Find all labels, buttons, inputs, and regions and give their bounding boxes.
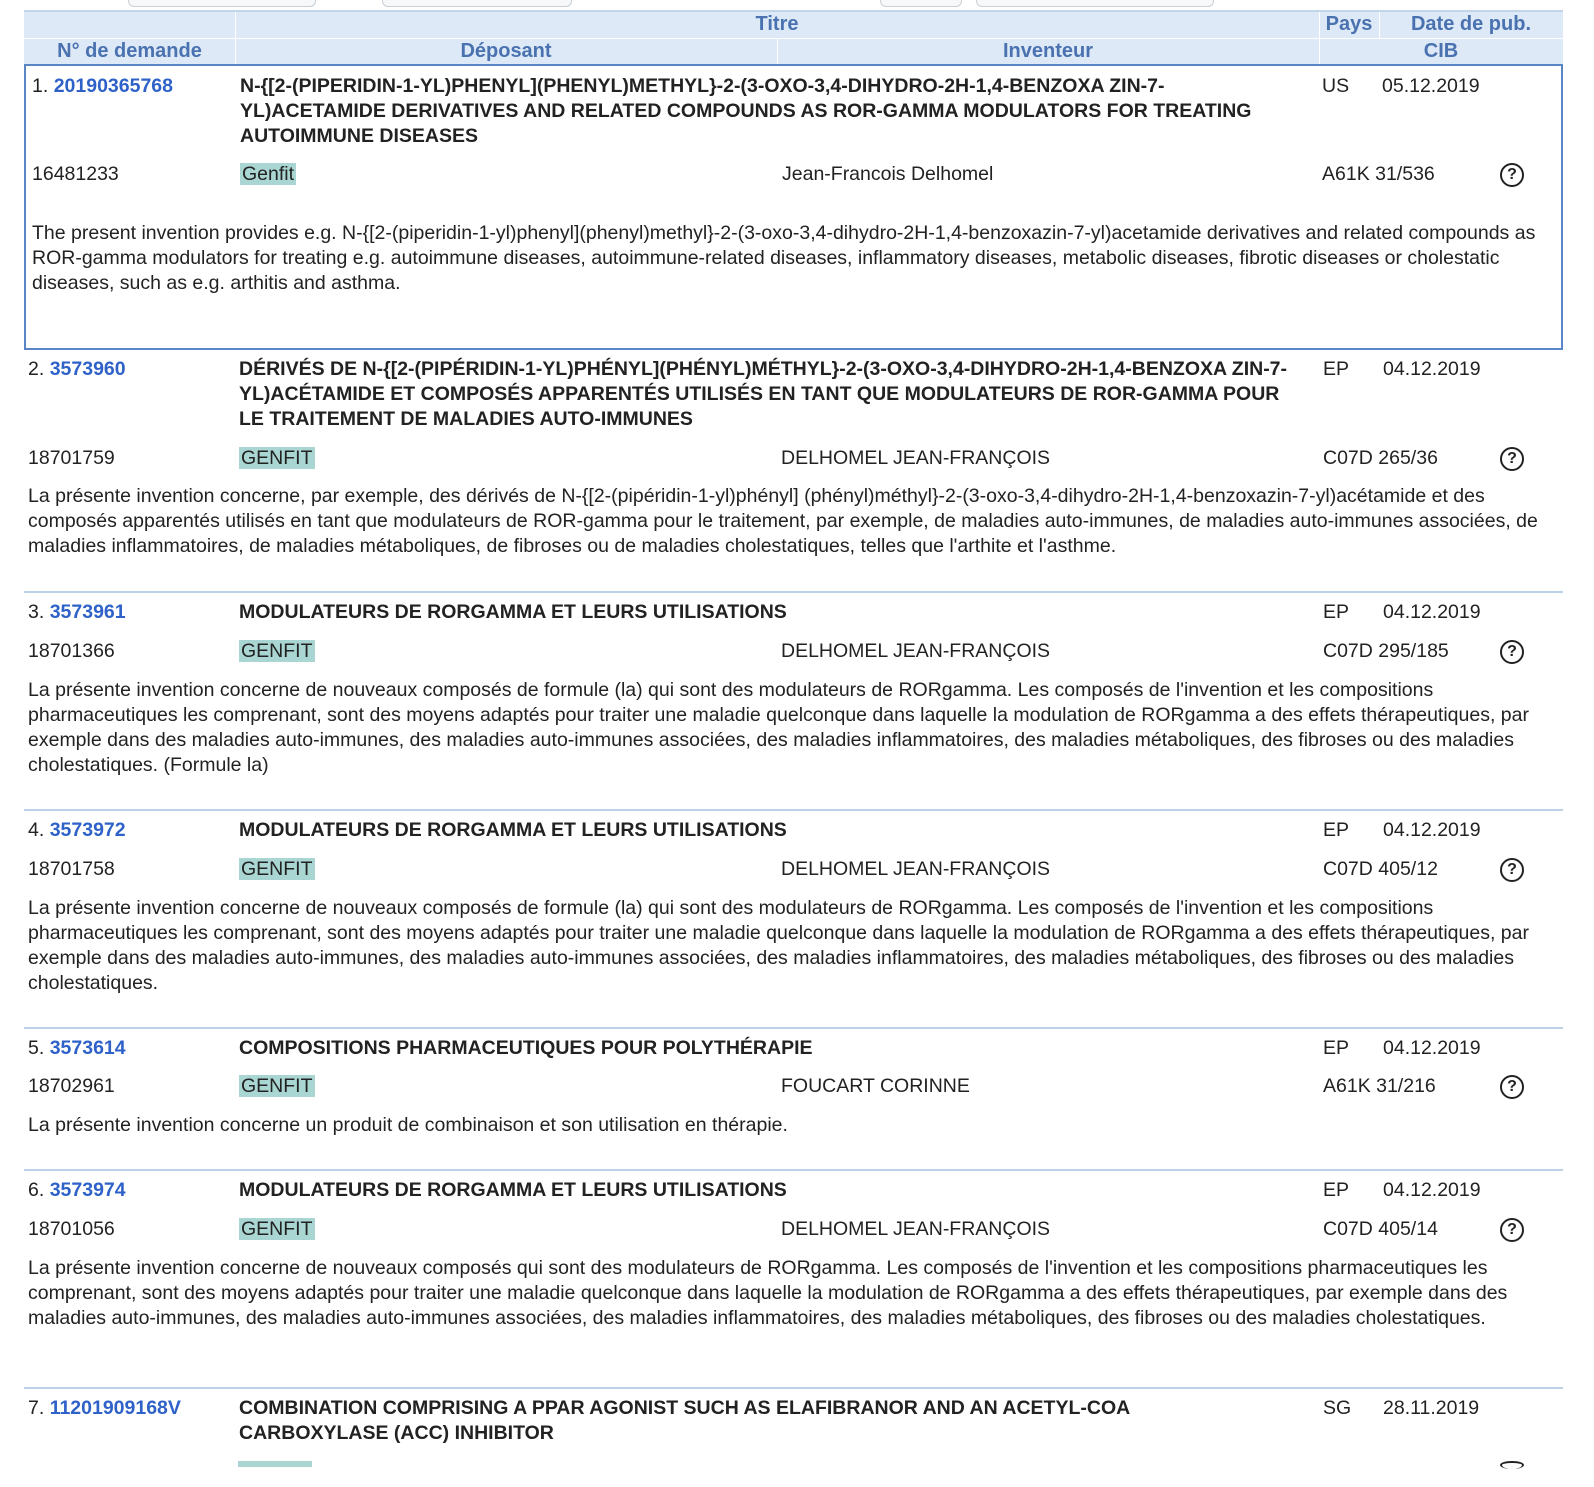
header-cib[interactable]: CIB [1423,40,1459,62]
publication-date: 04.12.2019 [1383,601,1481,623]
result-row[interactable] [24,1387,1563,1487]
result-index: 7. [28,1397,45,1419]
result-index: 1. [32,75,49,97]
inventor: DELHOMEL JEAN-FRANÇOIS [781,640,1051,662]
publication-number-link[interactable]: 3573961 [49,601,126,623]
result-abstract: La présente invention concerne de nouveaux composés de formule (la) qui sont des modulateurs de RORgamma. Les composés de l'invention et les compositions pharmaceutiques les comprenant, sont des moyens adaptés pour traiter une maladie quelconque dans laquelle la modulation de RORgamma a des effets thérapeutiques, par exemple dans des maladies auto-immunes, des maladies auto-immunes associées, des maladies inflammatoires, des maladies métaboliques, des fibroses ou des maladies cholestatiques. [28,897,1529,994]
applicant-highlight [238,1461,312,1467]
applicant: GENFIT [241,447,313,469]
result-title: N-{[2-(PIPERIDIN-1-YL)PHENYL](PHENYL)METHYL}-2-(3-OXO-3,4-DIHYDRO-2H-1,4-BENZOXA ZIN-7-YL)ACETAMIDE DERIVATIVES AND RELATED COMPOUNDS AS ROR-GAMMA MODULATORS FOR TREATING AUTOIMMUNE DISEASES [240,75,1252,147]
inventor: Jean-Francois Delhomel [782,163,994,185]
applicant: GENFIT [241,1218,313,1240]
header-date[interactable]: Date de pub. [1410,13,1531,35]
result-row[interactable] [24,1169,1563,1387]
publication-number-link[interactable]: 3573960 [49,358,126,380]
result-row[interactable] [24,809,1563,1027]
result-row[interactable] [24,591,1563,809]
application-number: 18701366 [28,640,115,662]
country-code: EP [1323,1179,1350,1201]
result-index: 3. [28,601,45,623]
publication-number-link[interactable]: 3573614 [49,1037,126,1059]
applicant: GENFIT [241,1075,313,1097]
result-row[interactable] [24,350,1563,591]
result-index: 4. [28,819,45,841]
publication-date: 04.12.2019 [1383,1037,1481,1059]
result-index: 6. [28,1179,45,1201]
result-index: 2. [28,358,45,380]
country-code: US [1322,75,1350,97]
header-num-demande[interactable]: N° de demande [57,40,202,62]
publication-number-link[interactable]: 3573972 [49,819,126,841]
applicant: Genfit [242,163,295,185]
header-inventeur[interactable]: Inventeur [1002,40,1094,62]
inventor: FOUCART CORINNE [781,1075,970,1097]
top-filter-control-1[interactable] [128,0,316,7]
result-title: MODULATEURS DE RORGAMMA ET LEURS UTILISATIONS [239,819,787,841]
publication-date: 28.11.2019 [1383,1397,1480,1419]
help-circle-icon[interactable]: ? [1500,163,1524,187]
applicant: GENFIT [241,640,313,662]
country-code: EP [1323,1037,1350,1059]
inventor: DELHOMEL JEAN-FRANÇOIS [781,1218,1051,1240]
country-code: EP [1323,819,1350,841]
top-filter-control-2[interactable] [382,0,572,7]
result-row[interactable] [24,64,1563,350]
header-deposant[interactable]: Déposant [460,40,552,62]
result-title: MODULATEURS DE RORGAMMA ET LEURS UTILISATIONS [239,601,787,623]
result-title: DÉRIVÉS DE N-{[2-(PIPÉRIDIN-1-YL)PHÉNYL](PHÉNYL)MÉTHYL}-2-(3-OXO-3,4-DIHYDRO-2H-1,4-BENZOXA ZIN-7-YL)ACÉTAMIDE ET COMPOSÉS APPARENTÉS UTILISÉS EN TANT QUE MODULATEURS DE ROR-GAMMA POUR LE TRAITEMENT DE MALADIES AUTO-IMMUNES [239,358,1288,430]
results-table-header [24,10,1563,64]
result-abstract: The present invention provides e.g. N-{[2-(piperidin-1-yl)phenyl](phenyl)methyl}-2-(3-oxo-3,4-dihydro-2H-1,4-benzoxazin-7-yl)acetamide derivatives and related compounds as ROR-gamma modulators for treating e.g. autoimmune diseases, autoimmune-related diseases, inflammatory diseases, metabolic diseases, fibrotic diseases or cholestatic diseases, such as e.g. arthitis and asthma. [32,222,1536,294]
help-circle-icon[interactable] [1500,1461,1524,1469]
inventor: DELHOMEL JEAN-FRANÇOIS [781,858,1051,880]
applicant: GENFIT [241,858,313,880]
result-abstract: La présente invention concerne un produit de combinaison et son utilisation en thérapie. [28,1114,788,1136]
result-title: COMBINATION COMPRISING A PPAR AGONIST SUCH AS ELAFIBRANOR AND AN ACETYL-COA CARBOXYLASE (ACC) INHIBITOR [239,1397,1130,1444]
ipc-code: A61K 31/216 [1323,1075,1436,1097]
result-abstract: La présente invention concerne de nouveaux composés qui sont des modulateurs de RORgamma. Les composés de l'invention et les compositions pharmaceutiques les comprenant, sont des moyens adaptés pour traiter une maladie quelconque dans laquelle la modulation de RORgamma a des effets thérapeutiques, par exemple dans des maladies auto-immunes, des maladies auto-immunes associées, des maladies inflammatoires, des maladies métaboliques, des fibroses ou des maladies cholestatiques. [28,1257,1508,1329]
publication-number-link[interactable]: 3573974 [49,1179,126,1201]
top-filter-control-4[interactable] [976,0,1214,7]
ipc-code: C07D 405/12 [1323,858,1438,880]
result-index: 5. [28,1037,45,1059]
help-circle-icon[interactable]: ? [1500,1075,1524,1099]
help-circle-icon[interactable]: ? [1500,447,1524,471]
result-abstract: La présente invention concerne, par exemple, des dérivés de N-{[2-(pipéridin-1-yl)phényl] (phényl)méthyl}-2-(3-oxo-3,4-dihydro-2H-1,4-benzoxazin-7-yl)acétamide et des composés apparentés utilisés en tant que modulateurs de ROR-gamma pour le traitement, par exemple, de maladies auto-immunes, de maladies auto-immunes associées, de maladies inflammatoires, de maladies métaboliques, de fibroses ou de maladies cholestatiques, telles que l'arthite et l'asthme. [28,485,1538,557]
ipc-code: C07D 405/14 [1323,1218,1438,1240]
header-titre[interactable]: Titre [755,13,799,35]
result-title: COMPOSITIONS PHARMACEUTIQUES POUR POLYTHÉRAPIE [239,1037,813,1059]
publication-date: 04.12.2019 [1383,358,1481,380]
publication-number-link[interactable]: 11201909168V [49,1397,181,1419]
publication-date: 04.12.2019 [1383,819,1481,841]
inventor: DELHOMEL JEAN-FRANÇOIS [781,447,1051,469]
help-circle-icon[interactable]: ? [1500,640,1524,664]
result-abstract: La présente invention concerne de nouveaux composés de formule (la) qui sont des modulateurs de RORgamma. Les composés de l'invention et les compositions pharmaceutiques les comprenant, sont des moyens adaptés pour traiter une maladie quelconque dans laquelle la modulation de RORgamma a des effets thérapeutiques, par exemple dans des maladies auto-immunes, des maladies auto-immunes associées, des maladies inflammatoires, des maladies métaboliques, des fibroses ou des maladies cholestatiques. (Formule la) [28,679,1529,776]
application-number: 18701758 [28,858,115,880]
country-code: EP [1323,358,1350,380]
application-number: 16481233 [32,163,119,185]
application-number: 18701056 [28,1218,115,1240]
ipc-code: A61K 31/536 [1322,163,1435,185]
result-row[interactable] [24,1027,1563,1169]
ipc-code: C07D 265/36 [1323,447,1438,469]
application-number: 18701759 [28,447,115,469]
top-filter-control-3[interactable] [880,0,962,7]
header-pays[interactable]: Pays [1325,13,1373,35]
publication-date: 04.12.2019 [1383,1179,1481,1201]
application-number: 18702961 [28,1075,115,1097]
ipc-code: C07D 295/185 [1323,640,1449,662]
result-title: MODULATEURS DE RORGAMMA ET LEURS UTILISATIONS [239,1179,787,1201]
publication-number-link[interactable]: 20190365768 [53,75,173,97]
publication-date: 05.12.2019 [1382,75,1480,97]
help-circle-icon[interactable]: ? [1500,1218,1524,1242]
country-code: SG [1323,1397,1352,1419]
help-circle-icon[interactable]: ? [1500,858,1524,882]
country-code: EP [1323,601,1350,623]
